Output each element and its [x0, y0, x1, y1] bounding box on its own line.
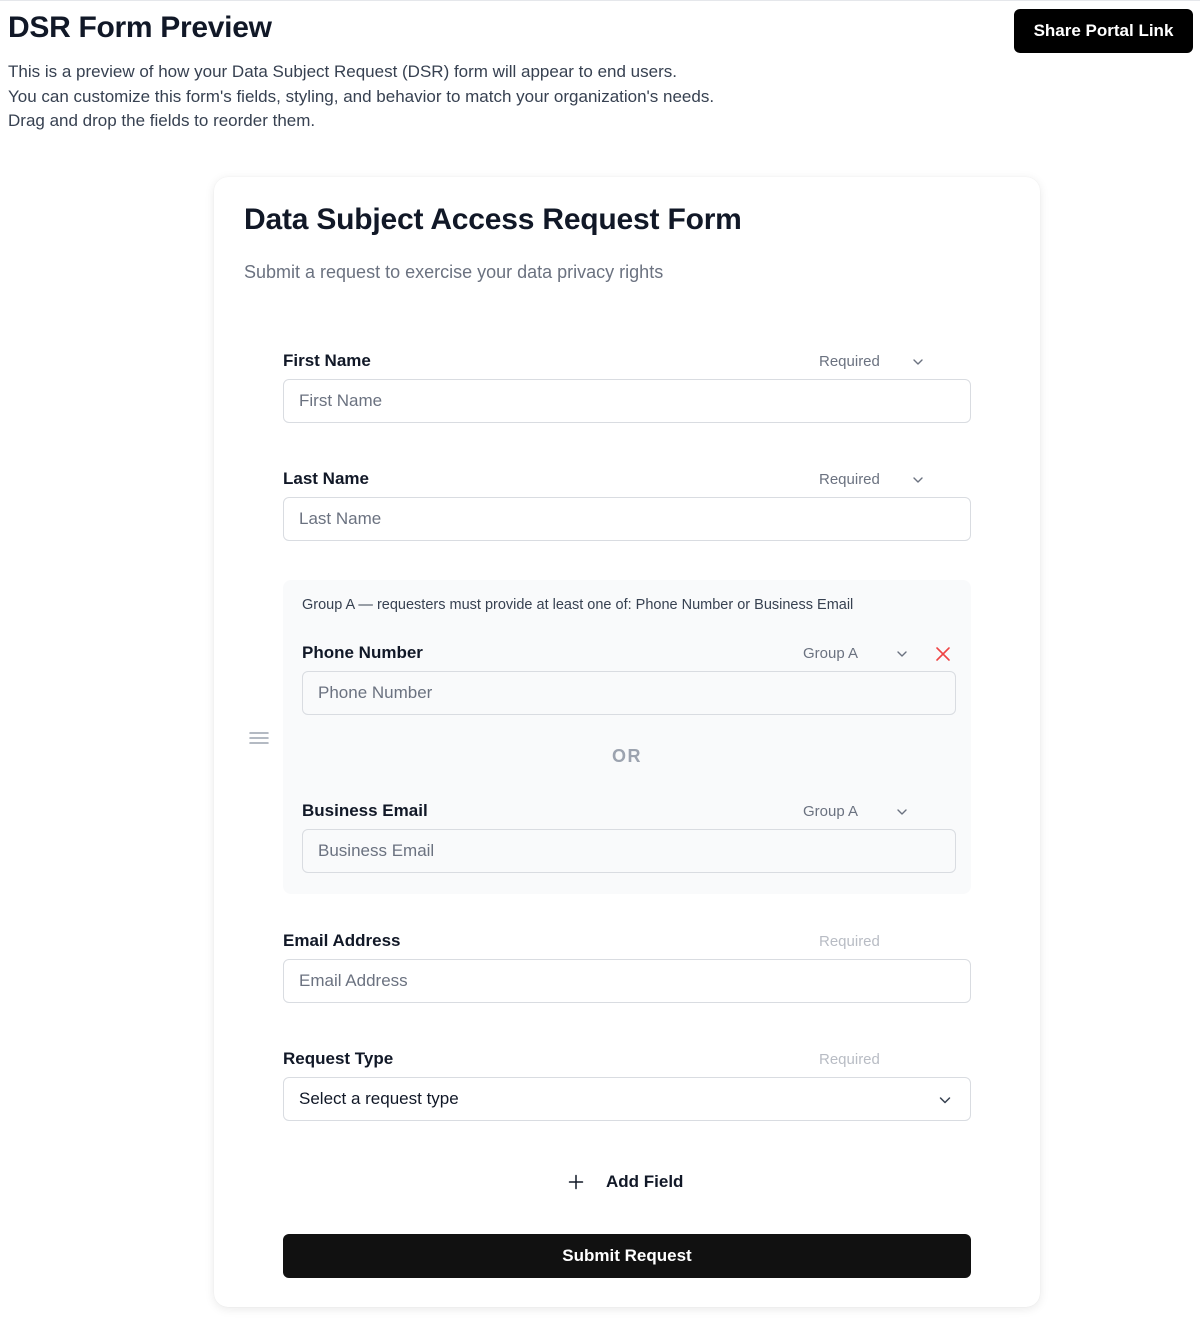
request-type-value: Select a request type — [299, 1089, 459, 1108]
field-label: Request Type — [283, 1049, 394, 1068]
phone-number-input[interactable] — [302, 671, 956, 715]
group-dropdown[interactable]: Group A — [803, 803, 859, 820]
business-email-input[interactable] — [302, 829, 956, 873]
form-subtitle: Submit a request to exercise your data privacy rights — [244, 262, 664, 282]
plus-icon — [568, 1174, 584, 1190]
description-line: This is a preview of how your Data Subject Request (DSR) form will appear to end users. — [8, 62, 677, 81]
close-icon[interactable] — [934, 645, 952, 663]
page-title: DSR Form Preview — [8, 11, 272, 44]
email-address-input[interactable] — [283, 959, 971, 1003]
description-line: You can customize this form's fields, styling, and behavior to match your organization's needs. — [8, 86, 715, 106]
add-field-button[interactable] — [568, 1170, 683, 1194]
required-dropdown[interactable]: Required — [819, 471, 880, 488]
last-name-input[interactable] — [283, 497, 971, 541]
chevron-down-icon — [938, 1093, 952, 1107]
request-type-select[interactable] — [283, 1077, 971, 1121]
drag-handle-icon[interactable] — [248, 729, 270, 747]
or-separator: OR — [612, 746, 642, 766]
first-name-input[interactable] — [283, 379, 971, 423]
field-group-a — [283, 580, 971, 894]
field-label: Last Name — [283, 469, 369, 488]
add-field-label: Add Field — [606, 1172, 684, 1191]
required-status: Required — [819, 933, 880, 950]
required-status: Required — [819, 1051, 880, 1068]
form-title: Data Subject Access Request Form — [244, 203, 742, 236]
chevron-down-icon[interactable] — [911, 355, 925, 369]
page-description — [8, 60, 714, 134]
description-line: Drag and drop the fields to reorder them. — [8, 111, 316, 130]
form-card — [214, 177, 1040, 1307]
share-portal-link-button[interactable]: Share Portal Link — [1014, 9, 1193, 53]
submit-request-button[interactable]: Submit Request — [283, 1234, 971, 1278]
field-label: Phone Number — [302, 643, 423, 662]
field-label: First Name — [283, 351, 371, 370]
field-label: Email Address — [283, 931, 401, 950]
required-dropdown[interactable]: Required — [819, 353, 880, 370]
group-dropdown[interactable]: Group A — [803, 645, 859, 662]
chevron-down-icon[interactable] — [895, 805, 909, 819]
chevron-down-icon[interactable] — [911, 473, 925, 487]
group-note: Group A — requesters must provide at least one of: Phone Number or Business Email — [302, 597, 854, 613]
chevron-down-icon[interactable] — [895, 647, 909, 661]
field-label: Business Email — [302, 801, 428, 820]
